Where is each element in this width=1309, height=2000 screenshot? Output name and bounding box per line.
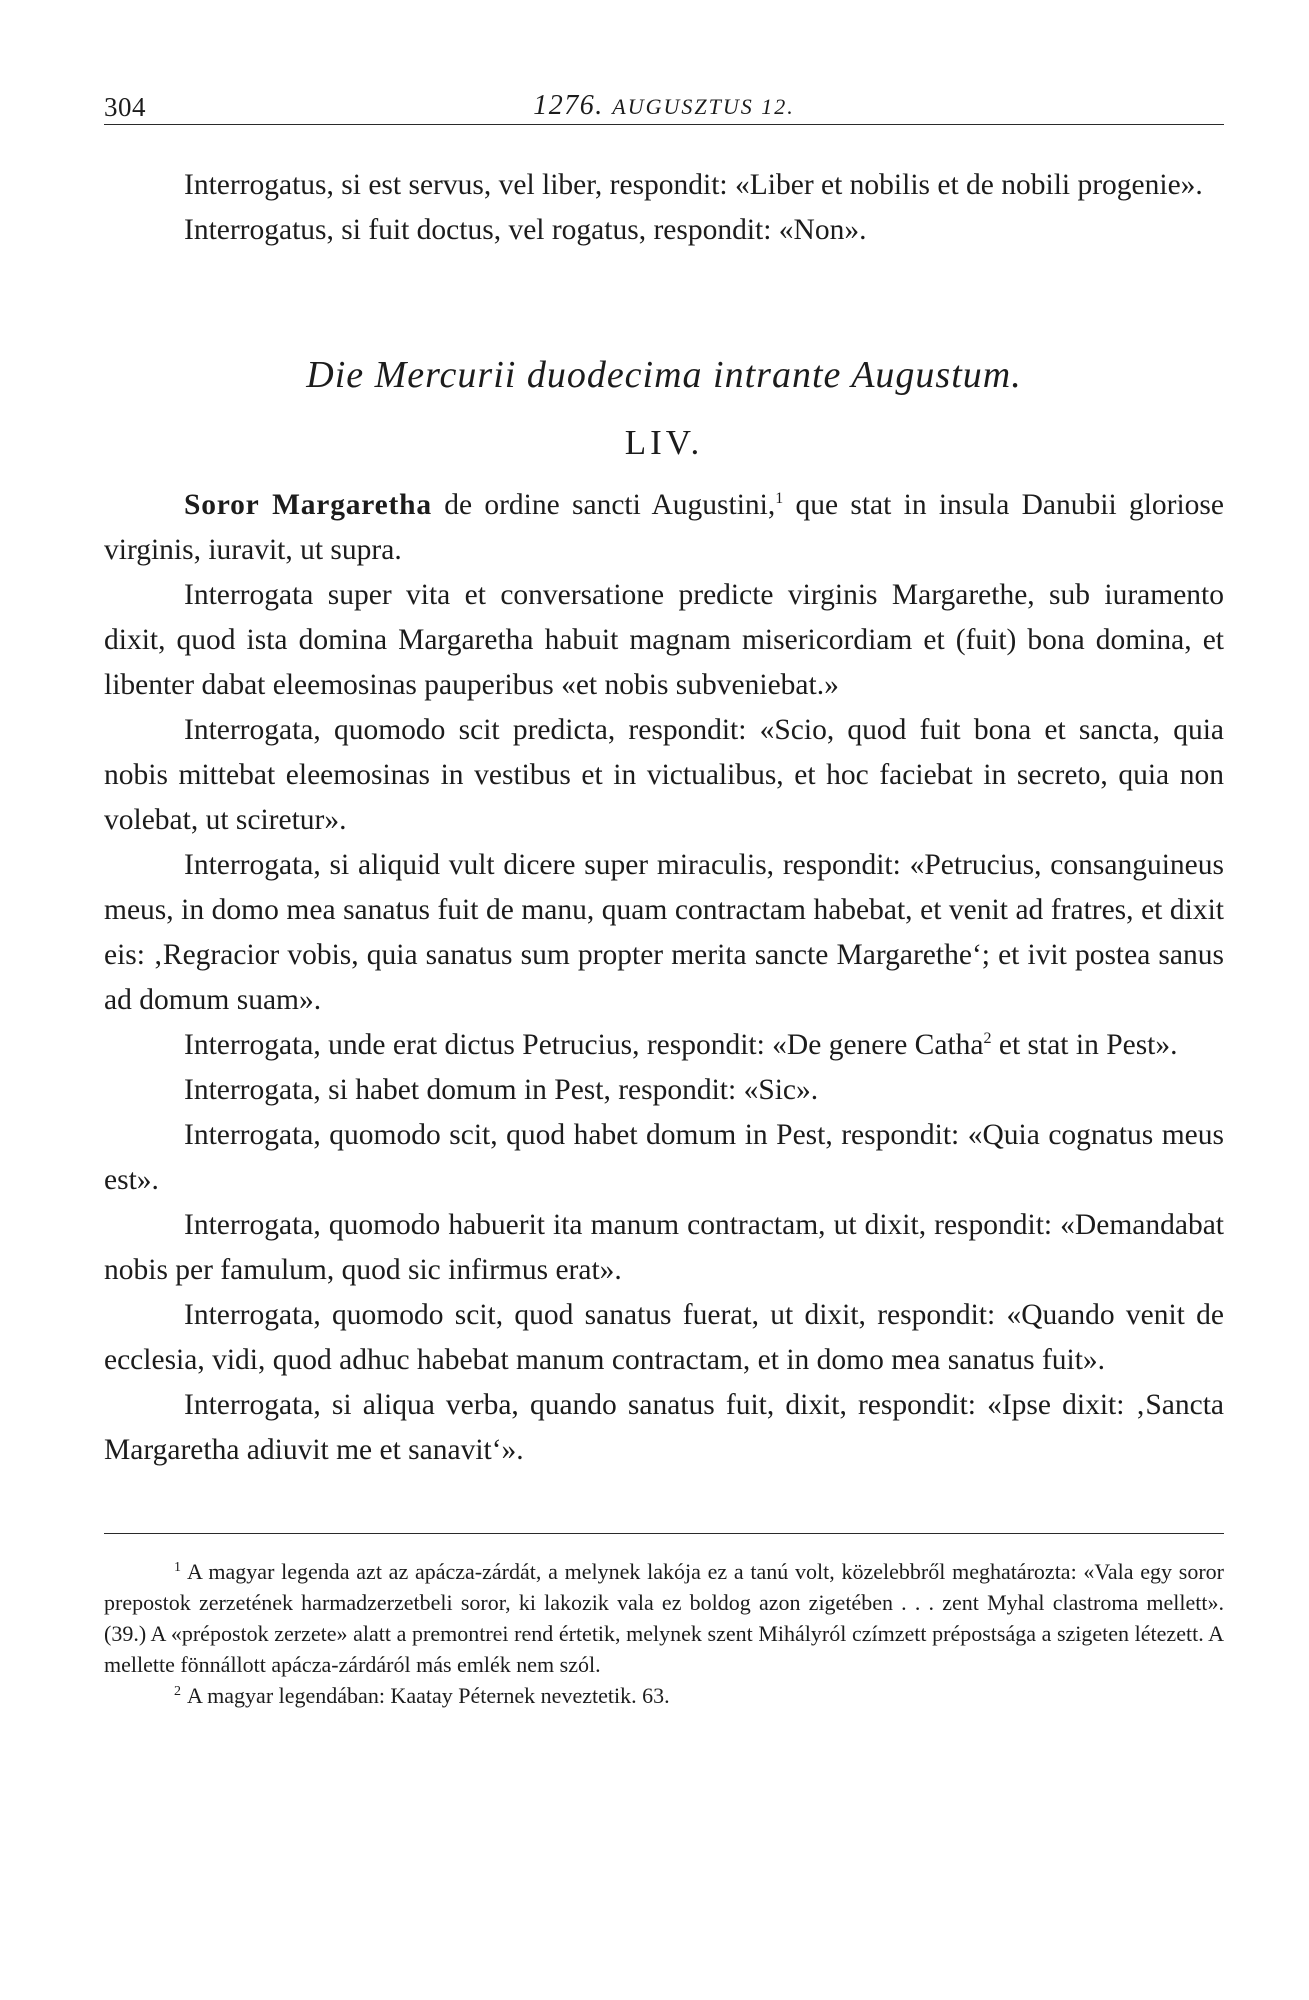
footnote-text: A magyar legendában: Kaatay Péternek neveztetik. 63. bbox=[187, 1683, 670, 1708]
footnote-ref-1: 1 bbox=[775, 490, 784, 508]
running-head-date: AUGUSZTUS 12. bbox=[612, 94, 795, 119]
opening-text-b: que stat in insula Danubii gloriose virginis, iuravit, ut supra. bbox=[104, 489, 1224, 566]
witness-name: Soror Margaretha bbox=[184, 489, 432, 521]
testimony-paragraph: Interrogata, si habet domum in Pest, respondit: «Sic». bbox=[184, 1074, 819, 1106]
testimony-paragraph: Interrogata, quomodo scit predicta, respondit: «Scio, quod fuit bona et sancta, quia nobis mittebat eleemosinas in vestibus et in victualibus, et hoc faciebat in secreto, quia non volebat, ut sciretur». bbox=[104, 714, 1224, 836]
page-number: 304 bbox=[104, 92, 146, 122]
testimony-paragraph: Interrogata, quomodo scit, quod habet domum in Pest, respondit: «Quia cognatus meus est». bbox=[104, 1119, 1224, 1196]
testimony-paragraph: Interrogata, quomodo habuerit ita manum contractam, ut dixit, respondit: «Demandabat nobis per famulum, quod sic infirmus erat». bbox=[104, 1209, 1224, 1286]
footnote-divider bbox=[104, 1533, 1224, 1534]
footnote-mark: 1 bbox=[174, 1559, 181, 1575]
footnote-mark: 2 bbox=[174, 1683, 181, 1699]
document-page bbox=[104, 82, 1224, 1711]
opening-paragraph bbox=[104, 483, 1224, 573]
intro-paragraph: Interrogatus, si est servus, vel liber, respondit: «Liber et nobilis et de nobili progenie». bbox=[184, 169, 1203, 201]
running-head bbox=[104, 90, 1224, 122]
page-header bbox=[104, 82, 1224, 125]
footnote-2 bbox=[104, 1680, 1224, 1711]
testimony-paragraph: Interrogata super vita et conversatione predicte virginis Margarethe, sub iuramento dixit, quod ista domina Margaretha habuit magnam misericordiam et (fuit) bona domina, et libenter dabat eleemosinas pauperibus «et nobis subveniebat.» bbox=[104, 579, 1224, 701]
running-head-year: 1276. bbox=[533, 90, 604, 121]
footnotes bbox=[104, 1556, 1224, 1711]
petrucius-paragraph bbox=[104, 1023, 1224, 1068]
testimony-paragraph: Interrogata, quomodo scit, quod sanatus fuerat, ut dixit, respondit: «Quando venit de ecclesia, vidi, quod adhuc habebat manum contractam, et in domo mea sanatus fuit». bbox=[104, 1299, 1224, 1376]
footnote-ref-2: 2 bbox=[983, 1030, 992, 1048]
intro-block bbox=[104, 163, 1224, 253]
date-heading: Die Mercurii duodecima intrante Augustum. bbox=[306, 354, 1022, 396]
testimony-paragraph: Interrogata, si aliqua verba, quando sanatus fuit, dixit, respondit: «Ipse dixit: ‚Sancta Margaretha adiuvit me et sanavit‘». bbox=[104, 1389, 1224, 1466]
footnote-text: A magyar legenda azt az apácza-zárdát, a melynek lakója ez a tanú volt, közelebbről meghatározta: «Vala egy soror prepostok zerzetének harmadzerzetbeli soror, ki lakozik vala ez boldog azon zigetében . . . zent Myhal clastroma mellett». (39.) A «prépostok zerzete» alatt a premontrei rend értetik, melynek szent Mihályról czímzett prépostsága a szigeten létezett. A mellette fönnállott apácza-zárdáról más emlék nem szól. bbox=[104, 1559, 1224, 1677]
footnote-1 bbox=[104, 1556, 1224, 1680]
petrucius-text-a: Interrogata, unde erat dictus Petrucius, respondit: «De genere Catha bbox=[184, 1029, 984, 1061]
testimony-section bbox=[104, 483, 1224, 1473]
petrucius-text-b: et stat in Pest». bbox=[991, 1029, 1178, 1061]
intro-paragraph: Interrogatus, si fuit doctus, vel rogatus, respondit: «Non». bbox=[184, 214, 867, 246]
opening-text-a: de ordine sancti Augustini, bbox=[431, 489, 776, 521]
section-number: LIV. bbox=[624, 423, 704, 462]
testimony-paragraph: Interrogata, si aliquid vult dicere super miraculis, respondit: «Petrucius, consanguineus meus, in domo mea sanatus fuit de manu, quam contractam habebat, et venit ad fratres, et dixit eis: ‚Regracior vobis, quia sanatus sum propter merita sancte Margarethe‘; et ivit postea sanus ad domum suam». bbox=[104, 849, 1224, 1016]
